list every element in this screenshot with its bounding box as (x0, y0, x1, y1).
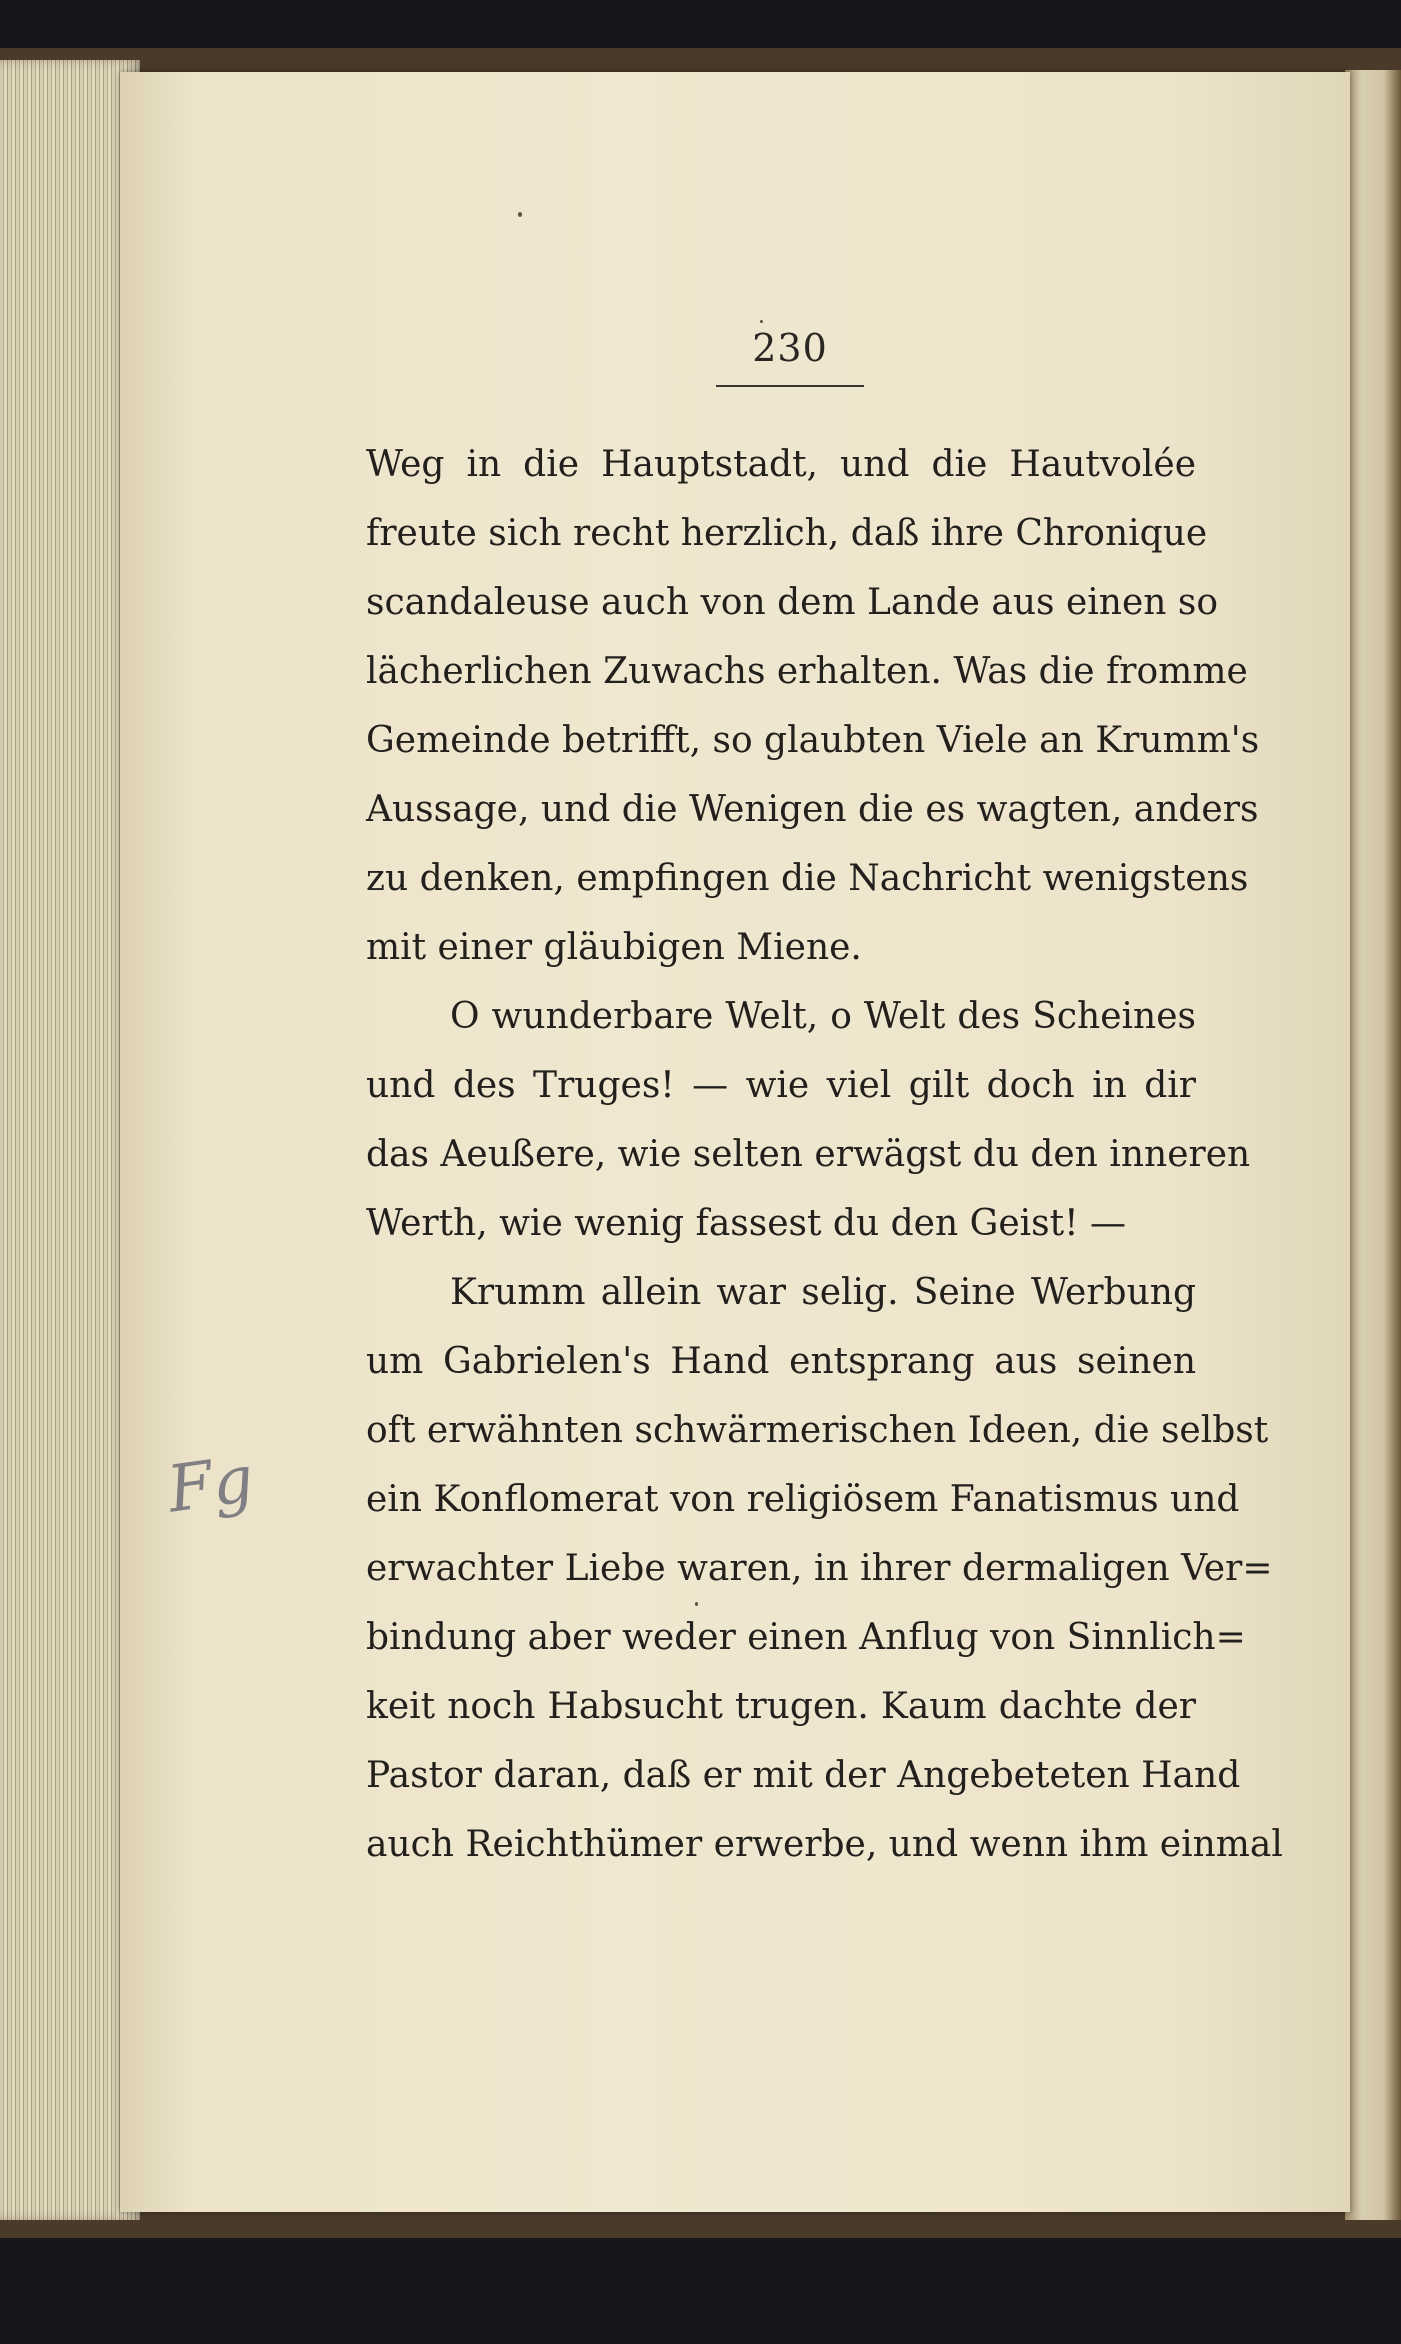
text-line: oft erwähnten schwärmerischen Ideen, die selbst (366, 1410, 1269, 1451)
text-line: mit einer gläubigen Miene. (366, 927, 862, 968)
text-line: Werth, wie wenig fassest du den Geist! — (366, 1203, 1127, 1244)
text-line: O wunderbare Welt, o Welt des Scheines (450, 996, 1196, 1037)
body-text (366, 430, 1283, 1879)
header-rule (716, 385, 864, 387)
text-line: keit noch Habsucht trugen. Kaum dachte der (366, 1686, 1196, 1727)
text-line: Weg in die Hauptstadt, und die Hautvolée (366, 444, 1196, 485)
page-number: 230 (752, 326, 828, 370)
text-line: und des Truges! — wie viel gilt doch in dir (366, 1065, 1196, 1106)
text-line: bindung aber weder einen Anflug von Sinnlich= (366, 1617, 1246, 1658)
text-line: auch Reichthümer erwerbe, und wenn ihm einmal (366, 1824, 1283, 1865)
text-line: Aussage, und die Wenigen die es wagten, anders (366, 789, 1259, 830)
pencil-margin-note: Fg (163, 1442, 259, 1528)
text-line: erwachter Liebe waren, in ihrer dermaligen Ver= (366, 1548, 1273, 1589)
text-line: lächerlichen Zuwachs erhalten. Was die fromme (366, 651, 1248, 692)
text-line: um Gabrielen's Hand entsprang aus seinen (366, 1341, 1196, 1382)
text-line: zu denken, empfingen die Nachricht wenigstens (366, 858, 1249, 899)
paper-speck (518, 212, 522, 217)
text-line: Gemeinde betrifft, so glaubten Viele an Krumm's (366, 720, 1260, 761)
text-line: das Aeußere, wie selten erwägst du den inneren (366, 1134, 1251, 1175)
text-line: freute sich recht herzlich, daß ihre Chronique (366, 513, 1208, 554)
text-line: Krumm allein war selig. Seine Werbung (450, 1272, 1196, 1313)
text-line: scandaleuse auch von dem Lande aus einen so (366, 582, 1219, 623)
text-line: ein Konflomerat von religiösem Fanatismus und (366, 1479, 1240, 1520)
text-line: Pastor daran, daß er mit der Angebeteten Hand (366, 1755, 1241, 1796)
paper-speck (760, 320, 763, 323)
page-stack-edge (0, 60, 140, 2220)
binding-edge (1345, 70, 1401, 2220)
